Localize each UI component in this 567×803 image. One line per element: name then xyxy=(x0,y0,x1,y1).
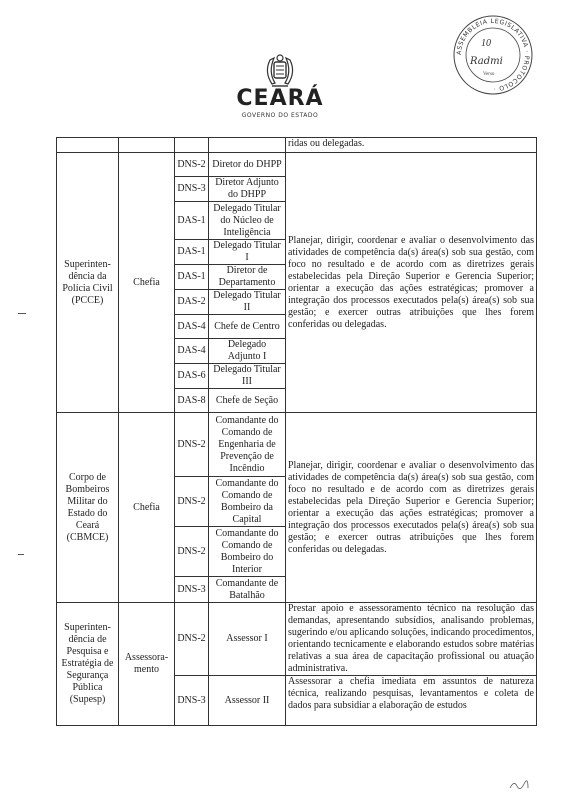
position-title: Delegado Titular do Núcleo de Inteligência xyxy=(209,202,286,240)
position-title: Comandante do Comando de Bombeiro da Capital xyxy=(209,477,286,527)
position-code: DAS-1 xyxy=(175,202,209,240)
position-title: Diretor de Departamento xyxy=(209,265,286,290)
government-label: GOVERNO DO ESTADO xyxy=(241,112,319,119)
continuation-text: ridas ou delegadas. xyxy=(286,138,537,153)
category-cell: Assessora-mento xyxy=(119,603,175,726)
position-code: DNS-3 xyxy=(175,577,209,603)
margin-mark xyxy=(18,313,26,314)
positions-table xyxy=(56,137,537,726)
position-code: DAS-4 xyxy=(175,315,209,339)
position-title: Assessor I xyxy=(209,603,286,676)
position-title: Delegado Titular III xyxy=(209,364,286,389)
position-code: DNS-2 xyxy=(175,413,209,477)
position-code: DAS-8 xyxy=(175,389,209,413)
position-code: DNS-2 xyxy=(175,477,209,527)
org-cell: Superinten-dência da Polícia Civil (PCCE) xyxy=(57,153,119,413)
position-title: Comandante de Batalhão xyxy=(209,577,286,603)
table-row xyxy=(57,413,537,477)
position-title: Assessor II xyxy=(209,676,286,726)
position-title: Diretor do DHPP xyxy=(209,153,286,177)
position-title: Comandante do Comando de Engenharia de Prevenção de Incêndio xyxy=(209,413,286,477)
position-title: Diretor Adjunto do DHPP xyxy=(209,177,286,202)
position-code: DNS-3 xyxy=(175,676,209,726)
position-code: DAS-1 xyxy=(175,265,209,290)
table-row xyxy=(57,603,537,676)
category-cell: Chefia xyxy=(119,153,175,413)
state-coat-of-arms-icon xyxy=(258,50,302,90)
stamp-signature: Radmi xyxy=(470,56,503,67)
org-cell: Corpo de Bombeiros Militar do Estado do Ceará (CBMCE) xyxy=(57,413,119,603)
stamp-verso-label: Verso xyxy=(483,72,495,77)
position-description: Prestar apoio e assessoramento técnico na resolução das demandas, apresentando subsídios, analisando problemas, sugerindo e/ou aplicando soluções, indicando procedimentos, orientando tecnicamente e elaborando estudos sobre matérias relativas a sua área de capacitação profissional ou atuação administrativa. xyxy=(286,603,537,676)
position-code: DNS-2 xyxy=(175,527,209,577)
table-row xyxy=(57,153,537,177)
position-title: Delegado Adjunto I xyxy=(209,339,286,364)
margin-mark xyxy=(18,554,24,555)
position-code: DAS-1 xyxy=(175,240,209,265)
position-title: Comandante do Comando de Bombeiro do Interior xyxy=(209,527,286,577)
protocol-stamp-icon xyxy=(452,14,534,96)
table-row xyxy=(57,138,537,153)
position-title: Chefe de Seção xyxy=(209,389,286,413)
state-name: CEARÁ xyxy=(236,86,324,111)
position-title: Delegado Titular I xyxy=(209,240,286,265)
position-title: Chefe de Centro xyxy=(209,315,286,339)
section-description: Planejar, dirigir, coordenar e avaliar o desenvolvimento das atividades de competência da(s) área(s) sob sua gestão, com foco no resultado e de acordo com as diretrizes gerais estabelecidas pela Direção Superior e Gerencia Superior; orientar a execução das ações estratégicas; promover a integração dos processos executados pela(s) área(s) sob sua gestão; e exercer outras atribuições que lhes forem conferidas ou delegadas. xyxy=(286,153,537,413)
position-code: DNS-3 xyxy=(175,177,209,202)
position-code: DAS-2 xyxy=(175,290,209,315)
initials-scribble-icon xyxy=(508,778,530,792)
section-description: Planejar, dirigir, coordenar e avaliar o desenvolvimento das atividades de competência da(s) área(s) sob sua gestão, com foco no resultado e de acordo com as diretrizes gerais estabelecidas pela Direção Superior e Gerencia Superior; orientar a execução das ações estratégicas; promover a integração dos processos executados pela(s) área(s) sob sua gestão; e exercer outras atribuições que lhes forem conferidas ou delegadas. xyxy=(286,413,537,603)
position-title: Delegado Titular II xyxy=(209,290,286,315)
position-description: Assessorar a chefia imediata em assuntos de natureza técnica, realizando pesquisas, levantamentos e coleta de dados para subsidiar a elaboração de estudos xyxy=(286,676,537,726)
position-code: DAS-6 xyxy=(175,364,209,389)
svg-text:ASSEMBLEIA LEGISLATIVA · PROTO xyxy=(456,18,530,92)
position-code: DNS-2 xyxy=(175,153,209,177)
org-cell: Superinten-dência de Pesquisa e Estratégia de Segurança Pública (Supesp) xyxy=(57,603,119,726)
category-cell: Chefia xyxy=(119,413,175,603)
stamp-ring-text: ASSEMBLEIA LEGISLATIVA · PROTOCOLO · xyxy=(455,17,531,93)
position-code: DNS-2 xyxy=(175,603,209,676)
position-code: DAS-4 xyxy=(175,339,209,364)
stamp-page-number: 10 xyxy=(481,38,491,49)
